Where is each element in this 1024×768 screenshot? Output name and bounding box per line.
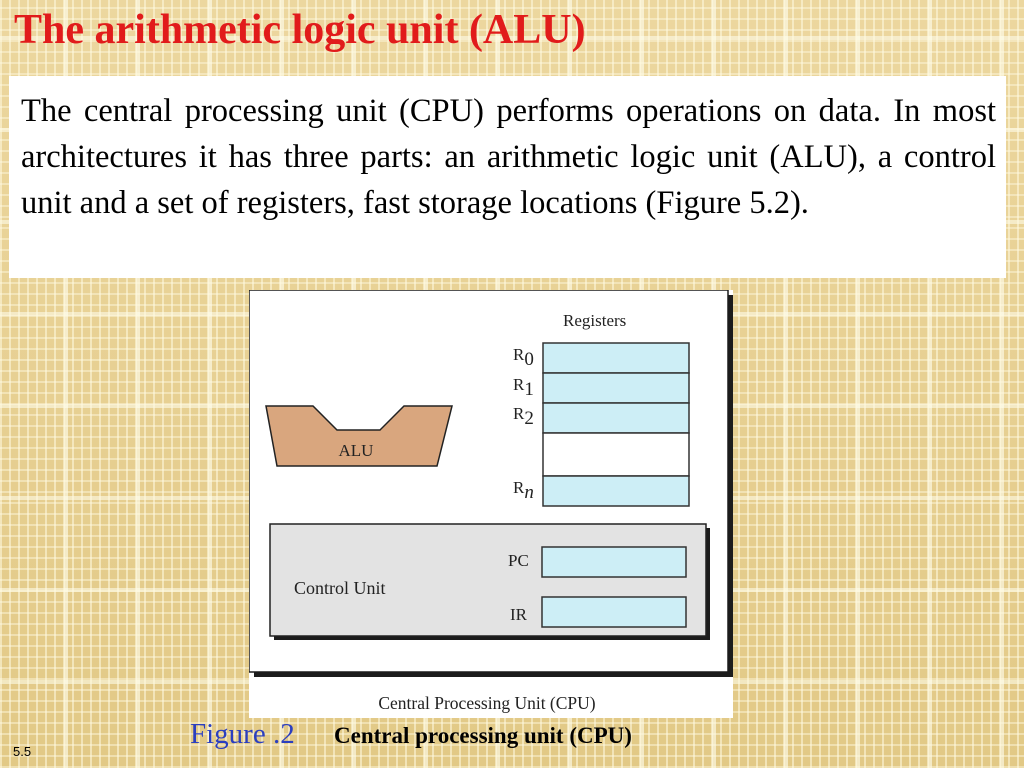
register-r1 [543, 373, 689, 403]
cpu-label: Central Processing Unit (CPU) [378, 693, 596, 713]
figure-number: Figure .2 [190, 718, 295, 750]
alu-label: ALU [338, 441, 374, 460]
pc-register [542, 547, 686, 577]
register-gap [543, 433, 689, 476]
ir-register [542, 597, 686, 627]
register-label-r1: R1 [513, 375, 534, 400]
intro-paragraph: The central processing unit (CPU) performs operations on data. In most architectures it has three parts: an arithmetic logic unit (ALU), a control unit and a set of registers, fast storage locations (Figure 5.2). [21, 93, 996, 221]
register-r0 [543, 343, 689, 373]
register-label-r0: R0 [513, 345, 534, 370]
intro-text-box [9, 76, 1006, 278]
register-rn [543, 476, 689, 506]
figure-caption: Central processing unit (CPU) [334, 723, 632, 748]
register-label-rn: Rn [513, 478, 534, 503]
cpu-diagram [249, 290, 733, 718]
slide-number: 5.5 [13, 744, 32, 759]
register-r2 [543, 403, 689, 433]
pc-label: PC [508, 551, 529, 570]
cpu-figure [249, 290, 733, 718]
register-label-r2: R2 [513, 404, 534, 429]
register-stack [543, 343, 689, 506]
control-unit-label: Control Unit [294, 578, 386, 598]
ir-label: IR [510, 605, 527, 624]
slide-title: The arithmetic logic unit (ALU) [14, 7, 586, 53]
registers-label: Registers [563, 311, 627, 330]
